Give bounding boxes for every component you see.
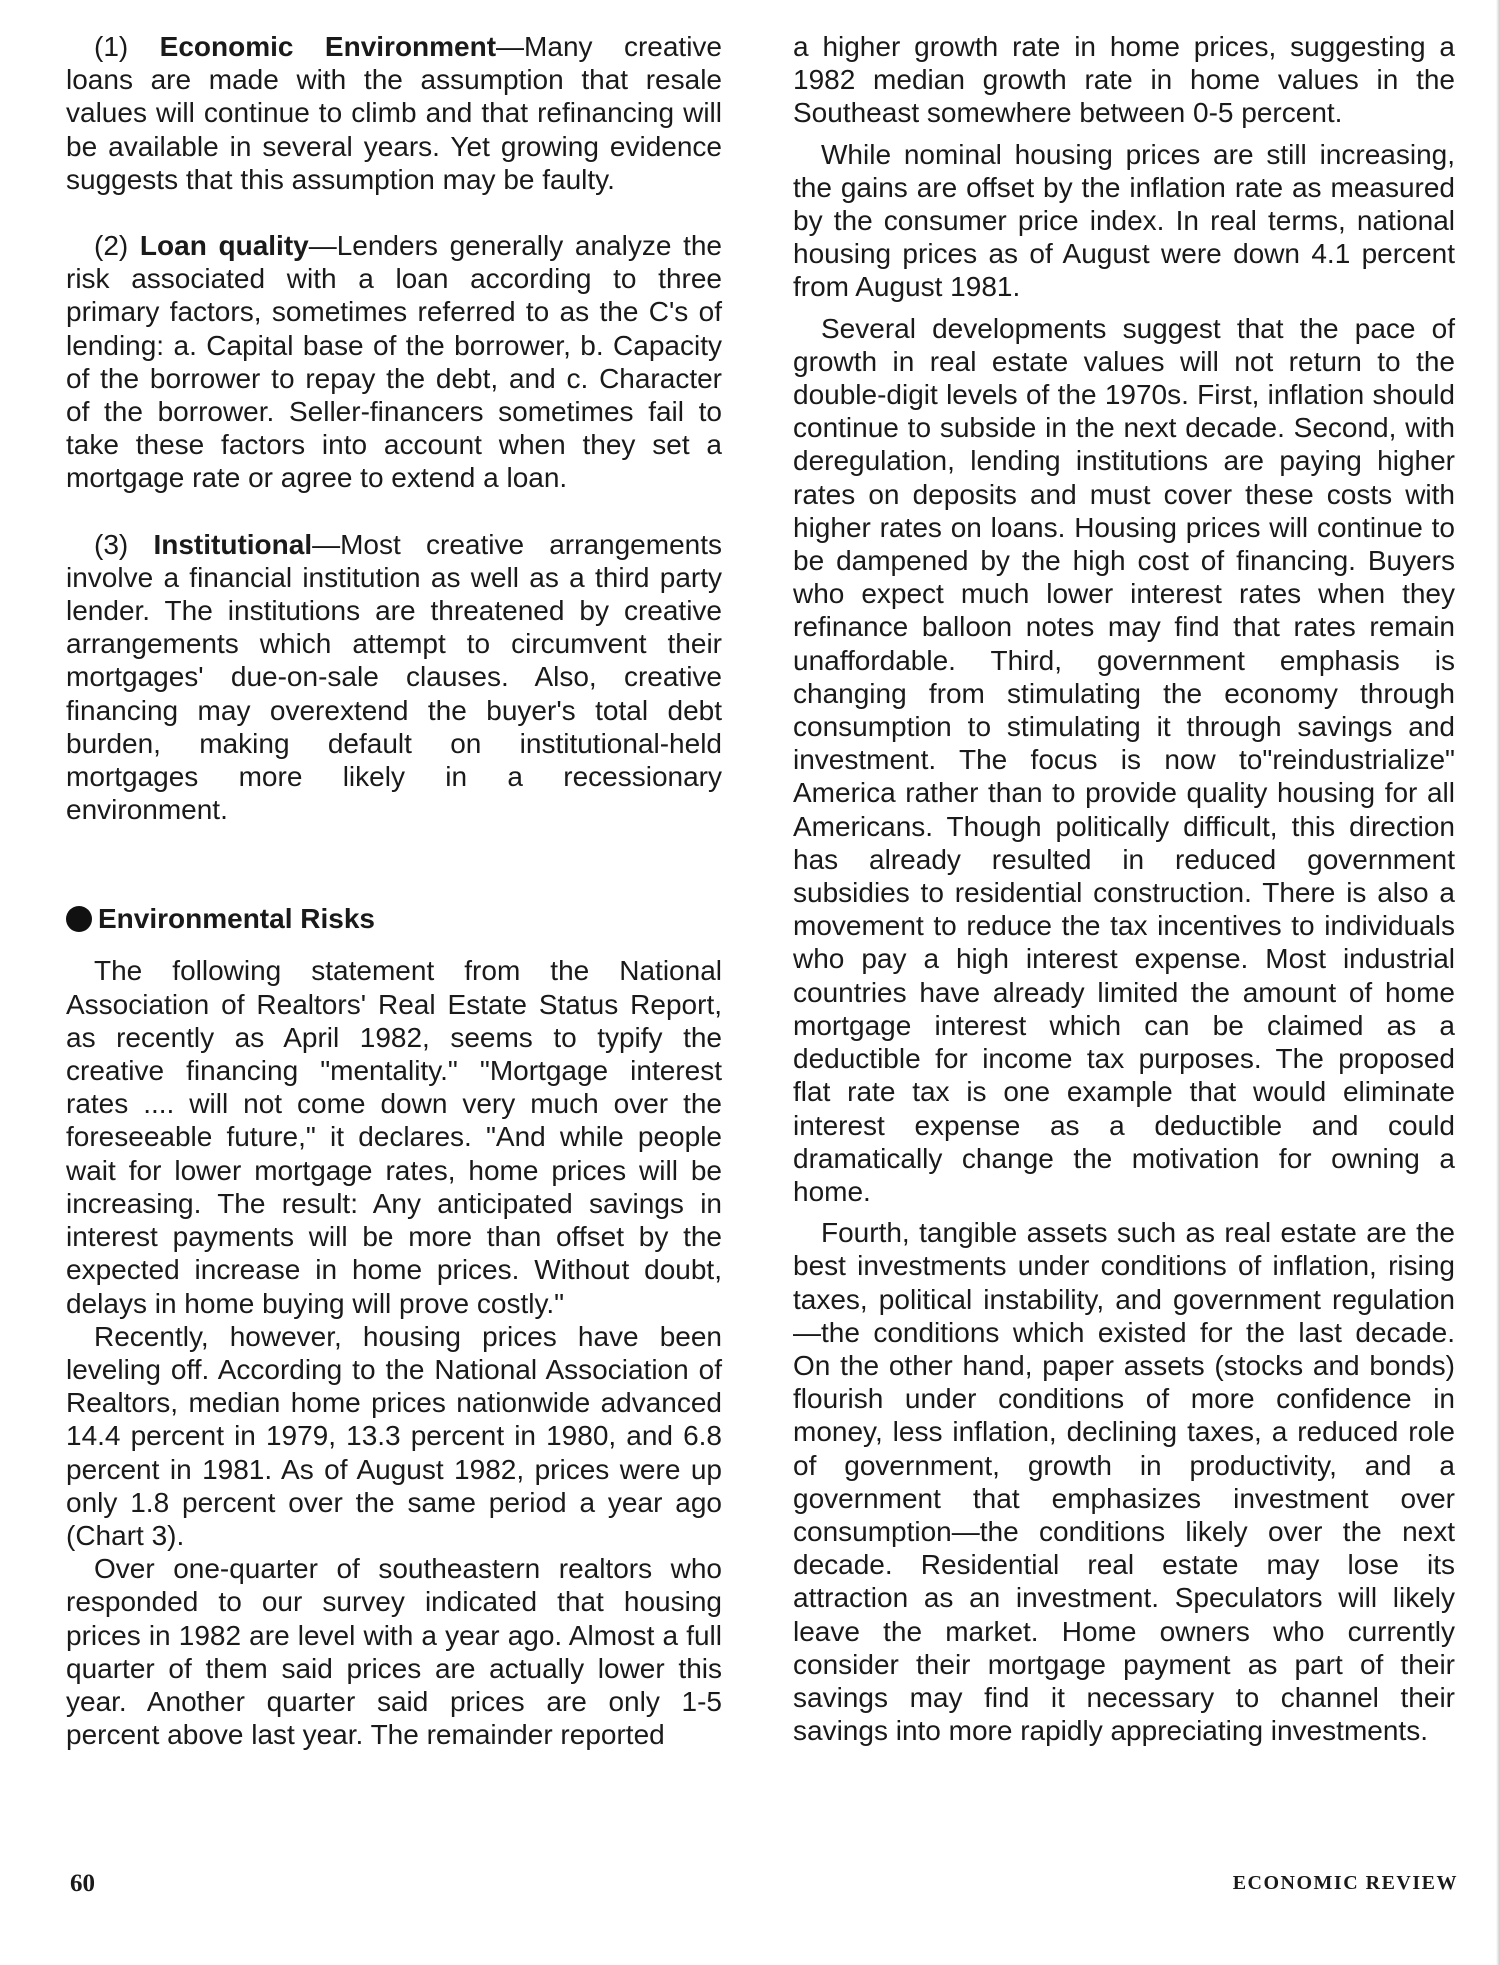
item-economic-environment [66,30,722,196]
page-edge-shadow [1496,0,1500,1965]
item-number: (3) [94,528,129,560]
item-loan-quality [66,229,722,495]
item-text: —Many creative loans are made with the assumption that resale values will continue to climb and that refinancing will be available in several years. Yet growing evidence suggests that this assumption may be faulty. [66,31,722,195]
paragraph: The following statement from the National Association of Realtors' Real Estate Status Report, as recently as April 1982, seems to typify the creative financing "mentality." "Mortgage interest rates .... will not come down very much over the foreseeable future," it declares. "And while people wait for lower mortgage rates, home prices will be increasing. The result: Any anticipated savings in interest payments will be more than offset by the expected increase in home prices. Without doubt, delays in home buying will prove costly." [66,955,722,1319]
paragraph: Several developments suggest that the pace of growth in real estate values will not return to the double-digit levels of the 1970s. First, inflation should continue to subside in the next decade. Second, with deregulation, lending institutions are paying higher rates on deposits and must cover these costs with higher rates on loans. Housing prices will continue to be dampened by the high cost of financing. Buyers who expect much lower interest rates when they refinance balloon notes may find that rates remain unaffordable. Third, government emphasis is changing from stimulating the economy through consumption to stimulating it through savings and investment. The focus is now to"reindustrialize" America rather than to provide quality housing for all Americans. Though politically difficult, this direction has already resulted in reduced government subsidies to residential construction. There is also a movement to reduce the tax incentives to individuals who pay a high interest expense. Most industrial countries have already limited the amount of home mortgage interest which can be claimed as a deductible for income tax purposes. The proposed flat rate tax is one example that would eliminate interest expense as a deductible and could dramatically change the motivation for owning a home. [793,312,1455,1207]
item-lead: Institutional [153,528,313,560]
bullet-icon [66,906,92,932]
item-lead: Loan quality [139,230,309,262]
right-column [793,30,1455,1755]
paragraph: While nominal housing prices are still increasing, the gains are offset by the inflation rate as measured by the consumer price index. In real terms, national housing prices as of August were down 4.1 percent from August 1981. [793,138,1455,303]
section-heading [66,902,722,936]
item-number: (2) [94,230,129,262]
page-number: 60 [70,1870,95,1897]
item-number: (1) [94,31,129,62]
item-institutional [66,528,722,827]
paragraph: Over one-quarter of southeastern realtors who responded to our survey indicated that housing prices in 1982 are level with a year ago. Almost a full quarter of them said prices are actually lower this year. Another quarter said prices are only 1-5 percent above last year. The remainder reported [66,1553,722,1751]
item-text: —Most creative arrangements involve a financial institution as well as a third party lender. The institutions are threatened by creative arrangements which attempt to circumvent their mortgages' due-on-sale clauses. Also, creative financing may overextend the buyer's total debt burden, making default on institutional-held mortgages more likely in a recessionary environment. [66,528,722,826]
section-heading-text: Environmental Risks [98,903,375,935]
publication-title: ECONOMIC REVIEW [1232,1872,1458,1894]
paragraph: Recently, however, housing prices have been leveling off. According to the National Association of Realtors, median home prices nationwide advanced 14.4 percent in 1979, 13.3 percent in 1980, and 6.8 percent in 1981. As of August 1982, prices were up only 1.8 percent over the same period a year ago (Chart 3). [66,1320,722,1551]
paragraph: Fourth, tangible assets such as real estate are the best investments under conditions of inflation, rising taxes, political instability, and government regulation—the conditions which existed for the last decade. On the other hand, paper assets (stocks and bonds) flourish under conditions of more confidence in money, less inflation, declining taxes, a reduced role of government, growth in productivity, and a government that emphasizes investment over consumption—the conditions likely over the next decade. Residential real estate may lose its attraction as an investment. Speculators will likely leave the market. Home owners who currently consider their mortgage payment as part of their savings may find it necessary to channel their savings into more rapidly appreciating investments. [793,1217,1455,1747]
item-lead: Economic Environment [159,31,497,62]
paragraph: a higher growth rate in home prices, suggesting a 1982 median growth rate in home values in the Southeast somewhere between 0-5 percent. [793,31,1455,129]
item-text: —Lenders generally analyze the risk associated with a loan according to three primary factors, sometimes referred to as the C's of lending: a. Capital base of the borrower, b. Capacity of the borrower to repay the debt, and c. Character of the borrower. Seller-financers sometimes fail to take these factors into account when they set a mortgage rate or agree to extend a loan. [66,230,722,494]
left-column [66,30,722,1751]
